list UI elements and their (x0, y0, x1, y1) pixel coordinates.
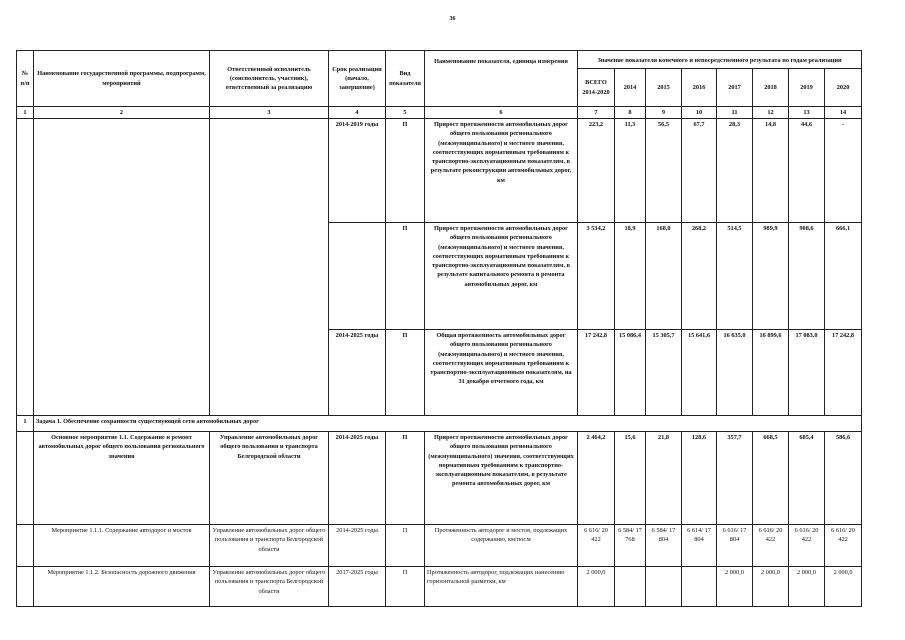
column-number: 5 (386, 107, 425, 119)
column-number: 9 (646, 107, 682, 119)
cell-executor: Управление автомобильных дорог общего пользования и транспорта Белгородской области (210, 567, 329, 607)
header-term: Срок реализации (начало, завершение) (329, 51, 386, 107)
cell-value (615, 567, 646, 607)
table-row (17, 432, 862, 525)
header-year: 2019 (789, 69, 825, 107)
column-number: 10 (682, 107, 717, 119)
cell-value: 16 899,6 (753, 330, 789, 416)
header-year: 2015 (646, 69, 682, 107)
cell-value: 15 641,6 (682, 330, 717, 416)
cell-value: 514,5 (717, 223, 753, 330)
cell-value: 668,5 (753, 432, 789, 525)
cell-value: 6 616/ 20 422 (753, 525, 789, 567)
cell-value: 15 305,7 (646, 330, 682, 416)
cell-value: 685,4 (789, 432, 825, 525)
cell-indicator: Прирост протяженности автомобильных дорог общего пользования регионального (межмуниципального) значения, соответствующих нормативным требованиям к транспортно-эксплуатационным показателям, в результате ремонта автомобильных дорог, км (425, 432, 578, 525)
cell-indicator: Протяженность автодорог и мостов, подлежащих содержанию, км/пог.м (425, 525, 578, 567)
header-year: 2020 (825, 69, 862, 107)
column-numbers-row (17, 107, 862, 119)
task-row (17, 416, 862, 432)
header-year: 2017 (717, 69, 753, 107)
header-executor: Ответственный исполнитель (соисполнитель, участник), ответственный за реализацию (210, 51, 329, 107)
column-number: 4 (329, 107, 386, 119)
header-number: № п/п (17, 51, 34, 107)
cell-term: 2014-2019 годы (329, 119, 386, 223)
column-number: 14 (825, 107, 862, 119)
cell-value: 168,0 (646, 223, 682, 330)
cell-value: 908,6 (789, 223, 825, 330)
cell-value: 2 000,0 (717, 567, 753, 607)
cell-number (17, 525, 34, 567)
cell-number (17, 119, 34, 416)
cell-value: 223,2 (578, 119, 615, 223)
table-row (17, 119, 862, 223)
cell-value: 6 584/ 17 804 (646, 525, 682, 567)
cell-program (34, 119, 210, 416)
cell-value: 2 000,0 (753, 567, 789, 607)
column-number: 3 (210, 107, 329, 119)
header-year: 2014 (615, 69, 646, 107)
cell-value: 6 616/ 20 422 (789, 525, 825, 567)
task-number: 1 (17, 416, 34, 432)
cell-type: П (386, 525, 425, 567)
cell-value: 6 616/ 20 422 (578, 525, 615, 567)
table-row (17, 525, 862, 567)
cell-value: 18,9 (615, 223, 646, 330)
cell-value (646, 567, 682, 607)
cell-value: 17 242,8 (825, 330, 862, 416)
cell-term: 2014-2025 годы (329, 432, 386, 525)
header-indicator: Наименование показателя, единица измерения (425, 51, 578, 107)
cell-program: Основное мероприятие 1.1. Содержание и ремонт автомобильных дорог общего пользования регионального значения (34, 432, 210, 525)
cell-value: 268,2 (682, 223, 717, 330)
cell-value: 28,3 (717, 119, 753, 223)
cell-value: 11,3 (615, 119, 646, 223)
header-type: Вид показателя (386, 51, 425, 107)
cell-type: П (386, 432, 425, 525)
cell-indicator: Прирост протяженности автомобильных дорог общего пользования регионального (межмуниципального) и местного значения, соответствующих нормативным требованиям к транспортно-эксплуатационным показателям, в результате капитального ремонта и ремонта автомобильных дорог, км (425, 223, 578, 330)
column-number: 8 (615, 107, 646, 119)
cell-term: 2014-2025 годы (329, 525, 386, 567)
cell-value: 2 000,0 (789, 567, 825, 607)
cell-indicator: Протяженность автодорог, подлежащих нанесению горизонтальной разметки, км (425, 567, 578, 607)
cell-value: 15 086,4 (615, 330, 646, 416)
column-number: 6 (425, 107, 578, 119)
cell-value: 2 000,0 (578, 567, 615, 607)
cell-value: 2 464,2 (578, 432, 615, 525)
cell-value: 128,6 (682, 432, 717, 525)
cell-indicator: Общая протяженность автомобильных дорог общего пользования регионального (межмуниципального) и местного значения, соответствующих нормативным требованиям к транспортно-эксплуатационным показателям, на 31 декабря отчетного года, км (425, 330, 578, 416)
cell-value: 17 242,8 (578, 330, 615, 416)
header-total: ВСЕГО 2014-2020 (578, 69, 615, 107)
column-number: 11 (717, 107, 753, 119)
page-number: 36 (449, 16, 456, 22)
cell-value: 17 083,0 (789, 330, 825, 416)
cell-value: 21,8 (646, 432, 682, 525)
header-year: 2016 (682, 69, 717, 107)
cell-indicator: Прирост протяженности автомобильных дорог общего пользования регионального (межмуниципального) и местного значения, соответствующих нормативным требованиям к транспортно-эксплуатационным показателям, в результате реконструкции автомобильных дорог, км (425, 119, 578, 223)
cell-type: П (386, 567, 425, 607)
cell-type: П (386, 119, 425, 223)
column-number: 13 (789, 107, 825, 119)
cell-value: 67,7 (682, 119, 717, 223)
cell-value: 357,7 (717, 432, 753, 525)
cell-value: 586,6 (825, 432, 862, 525)
cell-number (17, 432, 34, 525)
task-title: Задача 1. Обеспечение сохранности существующей сети автомобильных дорог (34, 416, 862, 432)
cell-program: Мероприятие 1.1.2. Безопасность дорожного движения (34, 567, 210, 607)
table-row (17, 567, 862, 607)
cell-program: Мероприятие 1.1.1. Содержание автодорог и мостов (34, 525, 210, 567)
cell-term (329, 223, 386, 330)
cell-value: 6 614/ 17 804 (682, 525, 717, 567)
cell-value: 6 616/ 20 422 (825, 525, 862, 567)
column-number: 7 (578, 107, 615, 119)
cell-executor: Управление автомобильных дорог общего пользования и транспорта Белгородской области (210, 525, 329, 567)
header-values-group: Значение показателя конечного и непосредственного результата по годам реализации (578, 51, 862, 69)
indicators-table (16, 50, 862, 607)
cell-type: П (386, 223, 425, 330)
header-program: Наименование государственной программы, подпрограмм, мероприятий (34, 51, 210, 107)
cell-executor: Управление автомобильных дорог общего пользования и транспорта Белгородской области (210, 432, 329, 525)
header-year: 2018 (753, 69, 789, 107)
cell-value: 666,1 (825, 223, 862, 330)
cell-value: 6 584/ 17 768 (615, 525, 646, 567)
cell-value: - (825, 119, 862, 223)
cell-term: 2014-2025 годы (329, 330, 386, 416)
cell-number (17, 567, 34, 607)
column-number: 12 (753, 107, 789, 119)
cell-value: 15,6 (615, 432, 646, 525)
cell-value (682, 567, 717, 607)
cell-value: 2 000,0 (825, 567, 862, 607)
column-number: 1 (17, 107, 34, 119)
column-number: 2 (34, 107, 210, 119)
cell-value: 989,9 (753, 223, 789, 330)
cell-value: 14,8 (753, 119, 789, 223)
cell-value: 16 635,0 (717, 330, 753, 416)
cell-type: П (386, 330, 425, 416)
cell-value: 6 616/ 17 804 (717, 525, 753, 567)
header-row (17, 51, 862, 69)
cell-term: 2017-2025 годы (329, 567, 386, 607)
cell-value: 3 534,2 (578, 223, 615, 330)
cell-value: 44,6 (789, 119, 825, 223)
cell-value: 56,5 (646, 119, 682, 223)
cell-executor (210, 119, 329, 416)
